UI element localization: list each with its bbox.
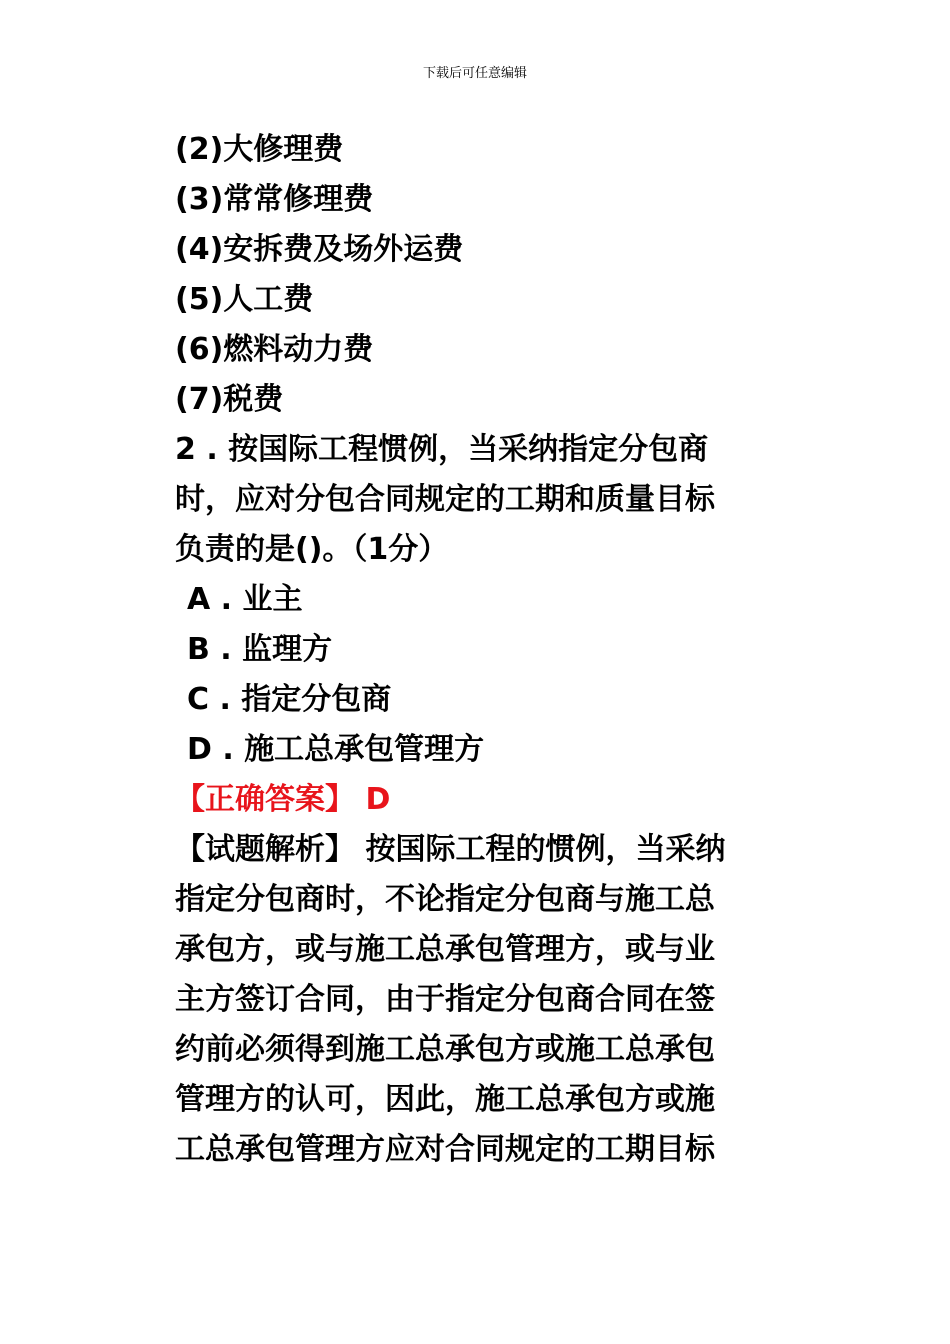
list-item: (6)燃料动力费 [175, 332, 374, 367]
page-header: 下载后可任意编辑 [422, 66, 527, 81]
option-d: D . 施工总承包管理方 [187, 732, 485, 767]
option-c: C . 指定分包商 [187, 682, 392, 717]
list-item: (3)常常修理费 [175, 182, 374, 217]
list-item: (7)税费 [175, 382, 284, 417]
analysis-line: 指定分包商时，不论指定分包商与施工总 [175, 882, 715, 917]
question-text-line: 负责的是()。（1分） [175, 532, 449, 567]
analysis-line: 约前必须得到施工总承包方或施工总承包 [175, 1032, 715, 1067]
analysis-line: 主方签订合同，由于指定分包商合同在签 [175, 982, 715, 1017]
question-text-line: 2 . 按国际工程惯例，当采纳指定分包商 [175, 432, 709, 467]
list-item: (2)大修理费 [175, 132, 344, 167]
list-item: (4)安拆费及场外运费 [175, 232, 464, 267]
analysis-line: 承包方，或与施工总承包管理方，或与业 [175, 932, 715, 967]
correct-answer-label: 【正确答案】 [175, 782, 355, 817]
analysis-line: 工总承包管理方应对合同规定的工期目标 [175, 1132, 715, 1167]
analysis-line: 管理方的认可，因此，施工总承包方或施 [175, 1082, 715, 1117]
correct-answer-value: D [355, 782, 391, 817]
list-item: (5)人工费 [175, 282, 314, 317]
correct-answer [175, 775, 785, 825]
option-a: A . 业主 [187, 582, 303, 617]
document-body [175, 125, 785, 1175]
question-text-line: 时，应对分包合同规定的工期和质量目标 [175, 482, 715, 517]
option-b: B . 监理方 [187, 632, 333, 667]
analysis-line: 【试题解析】 按国际工程的惯例，当采纳 [175, 832, 726, 867]
